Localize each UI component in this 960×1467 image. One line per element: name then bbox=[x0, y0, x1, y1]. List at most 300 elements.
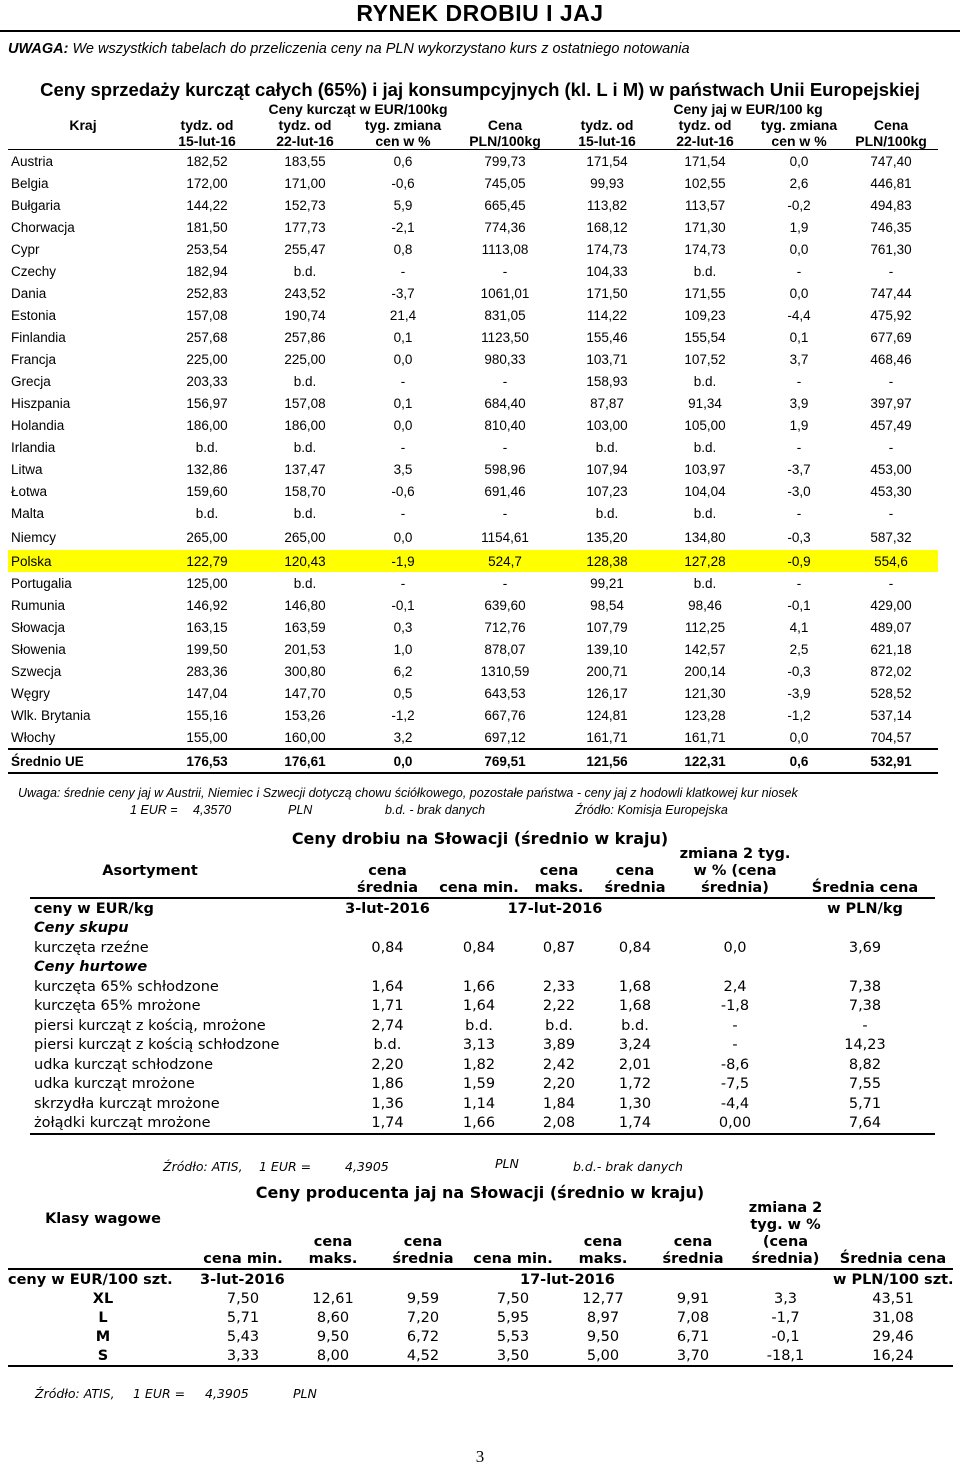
table-row bbox=[30, 1036, 935, 1056]
table-cell: 712,76 bbox=[484, 619, 526, 635]
table-cell: 3,70 bbox=[648, 1346, 738, 1366]
column-header-line2: 22-lut-16 bbox=[656, 133, 754, 150]
title-divider bbox=[0, 30, 960, 32]
table-cell: 3,50 bbox=[468, 1346, 558, 1366]
eu-prices-table bbox=[8, 101, 938, 774]
table-cell: 134,80 bbox=[684, 529, 726, 545]
table-cell: 587,32 bbox=[870, 529, 912, 545]
table-cell: 142,57 bbox=[684, 641, 726, 657]
column-header-line2: 15-lut-16 bbox=[158, 133, 256, 150]
table-cell: 761,30 bbox=[870, 241, 912, 257]
table-cell: 1,14 bbox=[462, 1095, 496, 1112]
table-cell: 1113,08 bbox=[481, 241, 529, 257]
table-cell: 4,52 bbox=[378, 1346, 468, 1366]
table-cell: 177,73 bbox=[284, 219, 326, 235]
page-title: RYNEK DROBIU I JAJ bbox=[356, 0, 604, 26]
table-cell: 2,42 bbox=[542, 1056, 576, 1073]
slovakia-eggs-table bbox=[8, 1200, 953, 1367]
table-row bbox=[30, 1075, 935, 1095]
table-cell: 1310,59 bbox=[480, 663, 530, 679]
table-cell: 0,84 bbox=[618, 939, 652, 956]
column-header: cena min. bbox=[473, 1251, 553, 1267]
table-cell: 3,13 bbox=[462, 1037, 496, 1054]
country-name: Dania bbox=[11, 285, 47, 301]
table-cell: 1,36 bbox=[371, 1095, 404, 1112]
table-cell: - bbox=[400, 263, 406, 279]
table-cell: 225,00 bbox=[186, 351, 228, 367]
weight-class: M bbox=[95, 1328, 111, 1345]
table-cell: 1,9 bbox=[789, 417, 809, 433]
table-cell: 1,0 bbox=[393, 641, 413, 657]
column-header: zmiana 2 tyg. w % (cena średnia) bbox=[748, 1200, 823, 1267]
table-cell: 2,08 bbox=[523, 1114, 595, 1135]
table-cell: 107,52 bbox=[684, 351, 726, 367]
table-row bbox=[8, 594, 938, 616]
table-cell: 1,68 bbox=[618, 998, 652, 1015]
table-cell: 9,50 bbox=[316, 1328, 350, 1345]
table-cell: 684,40 bbox=[484, 395, 526, 411]
table-cell: 113,82 bbox=[586, 197, 628, 213]
table-cell: 121,56 bbox=[558, 749, 656, 773]
table-row bbox=[8, 260, 938, 282]
table-cell: 831,05 bbox=[484, 307, 526, 323]
country-name: Niemcy bbox=[11, 529, 57, 545]
table-cell: 1,84 bbox=[542, 1095, 576, 1112]
table-cell: 691,46 bbox=[484, 483, 526, 499]
table-cell: 265,00 bbox=[284, 529, 326, 545]
group-chicken-header: Ceny kurcząt w EUR/100kg bbox=[268, 101, 448, 117]
table-cell: 8,97 bbox=[586, 1309, 620, 1326]
table-cell: 3,7 bbox=[789, 351, 809, 367]
no-data-note: b.d. - brak danych bbox=[385, 803, 486, 817]
table-cell: - bbox=[502, 575, 508, 591]
table-cell: 747,44 bbox=[870, 285, 912, 301]
column-header-line1: tyg. zmiana bbox=[760, 117, 838, 133]
country-name: Austria bbox=[11, 153, 54, 169]
table-cell: 103,00 bbox=[586, 417, 628, 433]
country-name: Chorwacja bbox=[11, 219, 75, 235]
country-name: Holandia bbox=[11, 417, 65, 433]
country-name: Bułgaria bbox=[11, 197, 61, 213]
table-cell: 980,33 bbox=[484, 351, 526, 367]
column-header: cena średnia bbox=[356, 863, 419, 896]
table-cell: 1,86 bbox=[371, 1076, 404, 1093]
table-cell: 8,00 bbox=[288, 1346, 378, 1366]
date-1: 3-lut-2016 bbox=[198, 1269, 468, 1289]
table-cell: -3,7 bbox=[787, 461, 811, 477]
table-cell: 203,33 bbox=[186, 373, 228, 389]
assortment-header: Asortyment bbox=[102, 863, 198, 879]
table-cell: 171,30 bbox=[684, 219, 726, 235]
product-name: żołądki kurcząt mrożone bbox=[30, 1114, 340, 1135]
table-cell: - bbox=[862, 1017, 868, 1034]
rate-currency: PLN bbox=[288, 803, 313, 817]
table-cell: - bbox=[732, 1017, 738, 1034]
date-1: 3-lut-2016 bbox=[340, 898, 435, 919]
table-cell: 5,71 bbox=[226, 1309, 260, 1326]
country-name: Estonia bbox=[11, 307, 57, 323]
table-cell: 163,15 bbox=[186, 619, 228, 635]
table-cell: -2,1 bbox=[391, 219, 415, 235]
table-cell: 153,26 bbox=[284, 707, 326, 723]
table-cell: - bbox=[888, 439, 894, 455]
table-cell: 1,71 bbox=[371, 998, 404, 1015]
table-cell: 112,25 bbox=[684, 619, 726, 635]
table-cell: 0,0 bbox=[789, 153, 809, 169]
table-cell: -1,2 bbox=[787, 707, 811, 723]
column-header: Średnia cena bbox=[811, 880, 919, 896]
country-name: Szwecja bbox=[11, 663, 62, 679]
table-cell: -1,2 bbox=[391, 707, 415, 723]
table-cell: 171,00 bbox=[284, 175, 326, 191]
table-cell: 397,97 bbox=[870, 395, 912, 411]
table-row bbox=[8, 524, 938, 550]
table-cell: -0,1 bbox=[787, 597, 811, 613]
country-name: Średnio UE bbox=[8, 749, 158, 773]
table-cell: - bbox=[888, 263, 894, 279]
table-row bbox=[8, 1308, 953, 1327]
date-2: 17-lut-2016 bbox=[468, 1269, 738, 1289]
table-cell: 3,5 bbox=[393, 461, 413, 477]
unit-label: ceny w EUR/100 szt. bbox=[8, 1269, 198, 1289]
table-cell: -4,4 bbox=[787, 307, 811, 323]
table-row bbox=[8, 282, 938, 304]
table-cell: - bbox=[400, 373, 406, 389]
table-cell: 621,18 bbox=[870, 641, 912, 657]
table-cell: 537,14 bbox=[870, 707, 912, 723]
table-cell: 2,6 bbox=[789, 175, 809, 191]
table-cell: - bbox=[502, 439, 508, 455]
table-cell: 252,83 bbox=[186, 285, 228, 301]
table-cell: - bbox=[796, 373, 802, 389]
table-cell: 122,31 bbox=[656, 749, 754, 773]
table-cell: b.d. bbox=[293, 505, 317, 521]
table-cell: 113,57 bbox=[684, 197, 726, 213]
table-cell: 171,54 bbox=[586, 153, 628, 169]
table-cell: 0,1 bbox=[789, 329, 809, 345]
slovakia-poultry-table bbox=[30, 846, 935, 1135]
table-cell: - bbox=[888, 505, 894, 521]
section-wholesale: Ceny hurtowe bbox=[34, 959, 148, 976]
table-cell: 7,38 bbox=[848, 978, 882, 995]
table-cell: 171,54 bbox=[684, 153, 726, 169]
table-cell: - bbox=[502, 505, 508, 521]
column-header: cena średnia bbox=[604, 863, 666, 896]
table-cell: 9,50 bbox=[586, 1328, 620, 1345]
table-cell: 147,04 bbox=[186, 685, 228, 701]
table-cell: 1,30 bbox=[618, 1095, 652, 1112]
table-cell: 554,6 bbox=[844, 550, 938, 572]
table-row bbox=[8, 1289, 953, 1308]
table-cell: 159,60 bbox=[186, 483, 228, 499]
table-cell: 9,91 bbox=[676, 1290, 710, 1307]
table-cell: 745,05 bbox=[484, 175, 526, 191]
rate-currency: PLN bbox=[495, 1156, 519, 1171]
table-cell: -0,3 bbox=[787, 529, 811, 545]
table-row bbox=[8, 660, 938, 682]
table-cell: b.d. bbox=[693, 505, 717, 521]
table-cell: 171,50 bbox=[586, 285, 628, 301]
table-cell: - bbox=[502, 373, 508, 389]
table-cell: 158,93 bbox=[586, 373, 628, 389]
table-cell: 1123,50 bbox=[481, 329, 529, 345]
table-cell: 157,08 bbox=[284, 395, 326, 411]
table-cell: 144,22 bbox=[186, 197, 228, 213]
table-cell: 225,00 bbox=[284, 351, 326, 367]
rate-currency: PLN bbox=[293, 1386, 317, 1401]
unit-pln: w PLN/kg bbox=[795, 898, 935, 919]
product-name: skrzydła kurcząt mrożone bbox=[34, 1095, 220, 1112]
source-note: Źródło: ATIS, bbox=[35, 1386, 115, 1401]
table-cell: 8,82 bbox=[848, 1056, 882, 1073]
table-cell: 5,9 bbox=[393, 197, 413, 213]
table-cell: 0,00 bbox=[675, 1114, 795, 1135]
rate-value: 4,3570 bbox=[193, 803, 232, 817]
table-cell: 9,59 bbox=[406, 1290, 440, 1307]
table-cell: 810,40 bbox=[484, 417, 526, 433]
table-cell: 123,28 bbox=[684, 707, 726, 723]
table-cell: 31,08 bbox=[872, 1309, 914, 1326]
table-cell: - bbox=[400, 505, 406, 521]
table-cell: 200,14 bbox=[684, 663, 726, 679]
table-cell: 774,36 bbox=[484, 219, 526, 235]
table-cell: 105,00 bbox=[684, 417, 726, 433]
table-cell: 7,64 bbox=[795, 1114, 935, 1135]
column-header-line2: PLN/100kg bbox=[452, 133, 558, 150]
table-cell: 8,60 bbox=[316, 1309, 350, 1326]
country-name: Irlandia bbox=[11, 439, 56, 455]
table-cell: 494,83 bbox=[870, 197, 912, 213]
table-cell: b.d. bbox=[465, 1017, 493, 1034]
table-cell: 182,52 bbox=[186, 153, 228, 169]
warning-text: We wszystkich tabelach do przeliczenia ceny na PLN wykorzystano kurs z ostatniego notowania bbox=[68, 41, 690, 57]
classes-header: Klasy wagowe bbox=[45, 1210, 161, 1227]
country-name: Malta bbox=[11, 505, 45, 521]
table-cell: 147,70 bbox=[284, 685, 326, 701]
table-cell: 16,24 bbox=[833, 1346, 953, 1366]
table-cell: 639,60 bbox=[484, 597, 526, 613]
table-cell: - bbox=[732, 1037, 738, 1054]
table-cell: 155,16 bbox=[186, 707, 228, 723]
table-cell: 0,0 bbox=[789, 285, 809, 301]
unit-pln: w PLN/100 szt. bbox=[833, 1269, 953, 1289]
table-cell: 0,0 bbox=[789, 241, 809, 257]
table-cell: 2,33 bbox=[542, 978, 576, 995]
column-header-line1: tydz. od bbox=[678, 117, 732, 133]
column-header-line2: cen w % bbox=[354, 133, 452, 150]
table-cell: 182,94 bbox=[186, 263, 228, 279]
table-cell: 665,45 bbox=[484, 197, 526, 213]
table-cell: 528,52 bbox=[870, 685, 912, 701]
table-cell: 598,96 bbox=[484, 461, 526, 477]
table-cell: 1,9 bbox=[789, 219, 809, 235]
table-cell: 0,0 bbox=[789, 729, 809, 745]
table-row bbox=[8, 726, 938, 749]
table-cell: 139,10 bbox=[586, 641, 628, 657]
table-cell: -0,9 bbox=[754, 550, 844, 572]
table-cell: 3,33 bbox=[198, 1346, 288, 1366]
table-row bbox=[8, 550, 938, 572]
column-header-line1: tyg. zmiana bbox=[364, 117, 442, 133]
eu-prices-table-title: Ceny sprzedaży kurcząt całych (65%) i jaj konsumpcyjnych (kl. L i M) w państwach Unii Europejskiej bbox=[40, 79, 920, 100]
column-header-line1: tydz. od bbox=[180, 117, 234, 133]
table-cell: 12,77 bbox=[582, 1290, 624, 1307]
table-cell: 746,35 bbox=[870, 219, 912, 235]
table-cell: 0,84 bbox=[371, 939, 404, 956]
table-cell: 1061,01 bbox=[480, 285, 530, 301]
table-row bbox=[8, 682, 938, 704]
country-name: Słowenia bbox=[11, 641, 66, 657]
country-name: Belgia bbox=[11, 175, 49, 191]
table-cell: 704,57 bbox=[870, 729, 912, 745]
table-cell: 446,81 bbox=[870, 175, 912, 191]
table-cell: 107,79 bbox=[586, 619, 628, 635]
table-cell: 243,52 bbox=[284, 285, 326, 301]
table-cell: - bbox=[400, 439, 406, 455]
table-cell: 769,51 bbox=[452, 749, 558, 773]
table-cell: 29,46 bbox=[872, 1328, 914, 1345]
table-cell: 257,86 bbox=[284, 329, 326, 345]
table-row bbox=[8, 348, 938, 370]
country-name: Finlandia bbox=[11, 329, 66, 345]
no-data-note: b.d.- brak danych bbox=[573, 1159, 683, 1174]
table-cell: 98,54 bbox=[590, 597, 624, 613]
table-row bbox=[8, 572, 938, 594]
table-cell: 2,4 bbox=[723, 978, 747, 995]
column-header-line2: PLN/100kg bbox=[844, 133, 938, 150]
table-cell: 3,3 bbox=[773, 1290, 798, 1307]
table-cell: b.d. bbox=[693, 263, 717, 279]
column-header: cena maks. bbox=[578, 1234, 628, 1267]
table-cell: 457,49 bbox=[870, 417, 912, 433]
table-cell: 643,53 bbox=[484, 685, 526, 701]
table-cell: b.d. bbox=[545, 1017, 573, 1034]
table-row bbox=[30, 1055, 935, 1075]
table-cell: - bbox=[400, 575, 406, 591]
table-row bbox=[8, 616, 938, 638]
table-cell: 0,87 bbox=[542, 939, 576, 956]
table-cell: 104,04 bbox=[684, 483, 726, 499]
average-row bbox=[8, 749, 938, 773]
table-row bbox=[8, 238, 938, 260]
table-cell: 2,20 bbox=[542, 1076, 576, 1093]
rate-label: 1 EUR = bbox=[130, 803, 178, 817]
product-name: udka kurcząt schłodzone bbox=[34, 1056, 214, 1073]
table-cell: 124,81 bbox=[586, 707, 628, 723]
table-cell: 186,00 bbox=[186, 417, 228, 433]
table-cell: 201,53 bbox=[284, 641, 326, 657]
table-cell: 0,6 bbox=[754, 749, 844, 773]
table-cell: 5,95 bbox=[496, 1309, 530, 1326]
table-row bbox=[30, 1094, 935, 1114]
table-cell: 176,53 bbox=[158, 749, 256, 773]
table-cell: 107,23 bbox=[586, 483, 628, 499]
table-cell: 468,46 bbox=[870, 351, 912, 367]
table-cell: -8,6 bbox=[720, 1056, 750, 1073]
country-name: Wlk. Brytania bbox=[11, 707, 91, 723]
table-cell: 146,80 bbox=[284, 597, 326, 613]
table-cell: 168,12 bbox=[586, 219, 628, 235]
table-cell: 114,22 bbox=[586, 307, 628, 323]
table-cell: 1,66 bbox=[462, 978, 496, 995]
table-cell: 103,97 bbox=[684, 461, 726, 477]
table-cell: 181,50 bbox=[186, 219, 228, 235]
country-name: Polska bbox=[8, 550, 158, 572]
table-cell: -0,3 bbox=[787, 663, 811, 679]
table-cell: 0,8 bbox=[393, 241, 413, 257]
table-cell: 1154,61 bbox=[481, 529, 529, 545]
country-name: Słowacja bbox=[11, 619, 66, 635]
table-cell: 489,07 bbox=[870, 619, 912, 635]
table-cell: 2,22 bbox=[542, 998, 576, 1015]
table-cell: 163,59 bbox=[284, 619, 326, 635]
table-row bbox=[8, 638, 938, 660]
table-cell: 7,20 bbox=[406, 1309, 440, 1326]
table-cell: - bbox=[502, 263, 508, 279]
table-cell: - bbox=[888, 575, 894, 591]
table-cell: b.d. bbox=[195, 439, 219, 455]
table-cell: 3,69 bbox=[848, 939, 882, 956]
table-cell: 186,00 bbox=[284, 417, 326, 433]
rate-label: 1 EUR = bbox=[133, 1386, 186, 1401]
country-name: Włochy bbox=[11, 729, 56, 745]
column-header: cena średnia bbox=[392, 1234, 454, 1267]
table-row bbox=[8, 392, 938, 414]
table-cell: 7,08 bbox=[676, 1309, 710, 1326]
table-cell: 107,94 bbox=[586, 461, 628, 477]
product-name: kurczęta rzeźne bbox=[34, 939, 149, 956]
table-cell: 171,55 bbox=[684, 285, 726, 301]
table-cell: 429,00 bbox=[870, 597, 912, 613]
table-cell: 102,55 bbox=[684, 175, 726, 191]
table-cell: b.d. bbox=[693, 373, 717, 389]
table-cell: 0,1 bbox=[393, 395, 413, 411]
product-name: piersi kurcząt z kością schłodzone bbox=[34, 1037, 280, 1054]
table-row bbox=[8, 150, 938, 173]
table-cell: 99,21 bbox=[590, 575, 624, 591]
page-number: 3 bbox=[475, 1447, 485, 1466]
weight-class: S bbox=[8, 1346, 198, 1366]
column-header: cena średnia bbox=[662, 1234, 724, 1267]
table-cell: -3,7 bbox=[391, 285, 415, 301]
table-cell: -0,6 bbox=[391, 483, 415, 499]
table-cell: 174,73 bbox=[684, 241, 726, 257]
source-note: Źródło: Komisja Europejska bbox=[575, 803, 728, 817]
warning-label: UWAGA: bbox=[8, 41, 69, 57]
table-row bbox=[30, 938, 935, 958]
table-cell: 12,61 bbox=[312, 1290, 354, 1307]
table-row bbox=[8, 1346, 953, 1366]
table-cell: 122,79 bbox=[158, 550, 256, 572]
table-row bbox=[8, 194, 938, 216]
table-cell: 1,66 bbox=[435, 1114, 523, 1135]
table-cell: b.d. bbox=[693, 575, 717, 591]
table-cell: 1,74 bbox=[595, 1114, 675, 1135]
country-name: Litwa bbox=[11, 461, 43, 477]
country-header: Kraj bbox=[69, 117, 97, 133]
table-cell: -1,8 bbox=[720, 998, 750, 1015]
table-cell: b.d. bbox=[693, 439, 717, 455]
table-cell: 146,92 bbox=[186, 597, 228, 613]
table-cell: 2,5 bbox=[789, 641, 809, 657]
column-header: zmiana 2 tyg. w % (cena średnia) bbox=[679, 846, 791, 896]
table-cell: 799,73 bbox=[484, 153, 526, 169]
table-cell: b.d. bbox=[293, 263, 317, 279]
table-cell: 161,71 bbox=[684, 729, 726, 745]
table-cell: 104,33 bbox=[586, 263, 628, 279]
country-name: Łotwa bbox=[11, 483, 48, 499]
column-header-line1: Cena bbox=[873, 117, 909, 133]
